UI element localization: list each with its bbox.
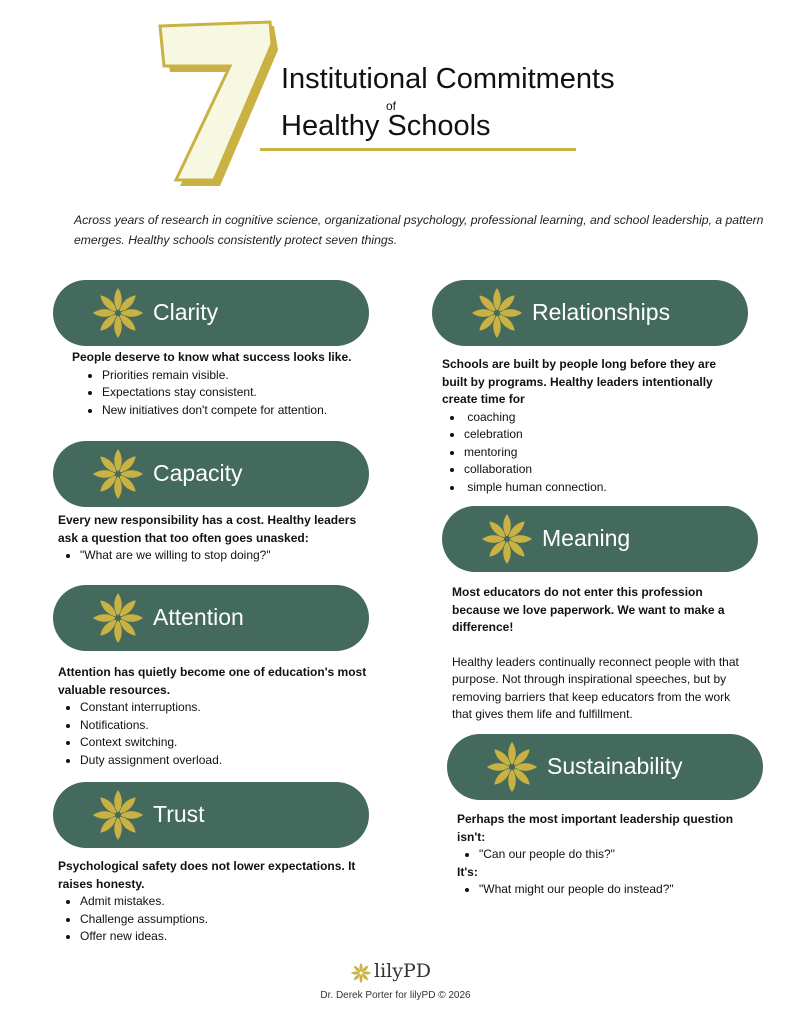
pill-clarity: [53, 280, 369, 346]
sustainability-item: • "What might our people do instead?": [479, 881, 757, 899]
relationships-lead: Schools are built by people long before they are built by programs. Healthy leaders intentionally create time for: [442, 357, 717, 406]
pill-trust: [53, 782, 369, 848]
meaning-lead: Most educators do not enter this profession because we love paperwork. We want to make a difference!: [452, 585, 725, 634]
sustainability-lead: Perhaps the most important leadership question isn't:: [457, 812, 734, 844]
sustainability-block: [457, 811, 757, 899]
clarity-item: • Priorities remain visible.: [102, 367, 372, 385]
seven-numeral: [150, 20, 285, 190]
pill-relationships: [432, 280, 748, 346]
trust-item: • Offer new ideas.: [80, 928, 368, 946]
trust-block: [58, 858, 368, 946]
logo-wordmark: lilyPD: [374, 960, 431, 982]
relationships-item: • simple human connection.: [464, 479, 737, 497]
meaning-body: Healthy leaders continually reconnect people with that purpose. Not through inspirational speeches, but by removing barriers that keep educators from the work that gives them life and fulfillment.: [452, 654, 739, 721]
pill-label-trust: Trust: [153, 801, 205, 827]
meaning-block: [452, 584, 747, 724]
sustainability-lead-2: It's:: [457, 864, 478, 879]
flower-icon: [91, 286, 145, 340]
pill-sustainability: [447, 734, 763, 800]
clarity-block: [72, 349, 372, 419]
clarity-lead: People deserve to know what success looks like.: [72, 350, 352, 364]
pill-capacity: [53, 441, 369, 507]
pill-label-clarity: Clarity: [153, 299, 219, 325]
relationships-item: • collaboration: [464, 461, 737, 479]
flower-icon: [91, 788, 145, 842]
relationships-block: [442, 356, 737, 496]
attention-block: [58, 664, 368, 769]
attention-item: • Notifications.: [80, 717, 368, 735]
pill-label-relationships: Relationships: [532, 299, 671, 325]
pill-meaning: [442, 506, 758, 572]
attention-item: • Constant interruptions.: [80, 699, 368, 717]
flower-icon: [480, 512, 534, 566]
clarity-item: • New initiatives don't compete for attention.: [102, 402, 372, 420]
sustainability-item: • "Can our people do this?": [479, 846, 757, 864]
flower-icon: [91, 591, 145, 645]
title-line-2: Healthy Schools: [281, 110, 491, 142]
trust-lead: Psychological safety does not lower expectations. It raises honesty.: [58, 859, 356, 891]
pill-label-attention: Attention: [153, 604, 244, 630]
title-underline: [260, 148, 576, 151]
pill-label-sustainability: Sustainability: [547, 753, 683, 779]
flower-icon: [470, 286, 524, 340]
relationships-item: • mentoring: [464, 444, 737, 462]
lilypd-logo-icon: [350, 962, 372, 984]
title-line-1: Institutional Commitments: [281, 63, 615, 95]
pill-attention: [53, 585, 369, 651]
trust-item: • Admit mistakes.: [80, 893, 368, 911]
pill-label-meaning: Meaning: [542, 525, 631, 551]
attention-lead: Attention has quietly become one of education's most valuable resources.: [58, 665, 367, 697]
trust-item: • Challenge assumptions.: [80, 911, 368, 929]
capacity-item: • "What are we willing to stop doing?": [80, 547, 368, 565]
title-of: of: [386, 99, 397, 113]
flower-icon: [485, 740, 539, 794]
pill-label-capacity: Capacity: [153, 460, 243, 486]
capacity-block: [58, 512, 368, 565]
intro-text: Across years of research in cognitive science, organizational psychology, professional learning, and school leadership, a pattern emerges. Healthy schools consistently protect seven things.: [74, 213, 764, 247]
relationships-item: • coaching: [464, 409, 737, 427]
relationships-item: • celebration: [464, 426, 737, 444]
flower-icon: [91, 447, 145, 501]
clarity-item: • Expectations stay consistent.: [102, 384, 372, 402]
footer-credit: Dr. Derek Porter for lilyPD © 2026: [320, 990, 471, 1001]
attention-item: • Duty assignment overload.: [80, 752, 368, 770]
capacity-lead: Every new responsibility has a cost. Healthy leaders ask a question that too often goes unasked:: [58, 513, 357, 545]
attention-item: • Context switching.: [80, 734, 368, 752]
seven-number-text: 7: [150, 20, 151, 21]
